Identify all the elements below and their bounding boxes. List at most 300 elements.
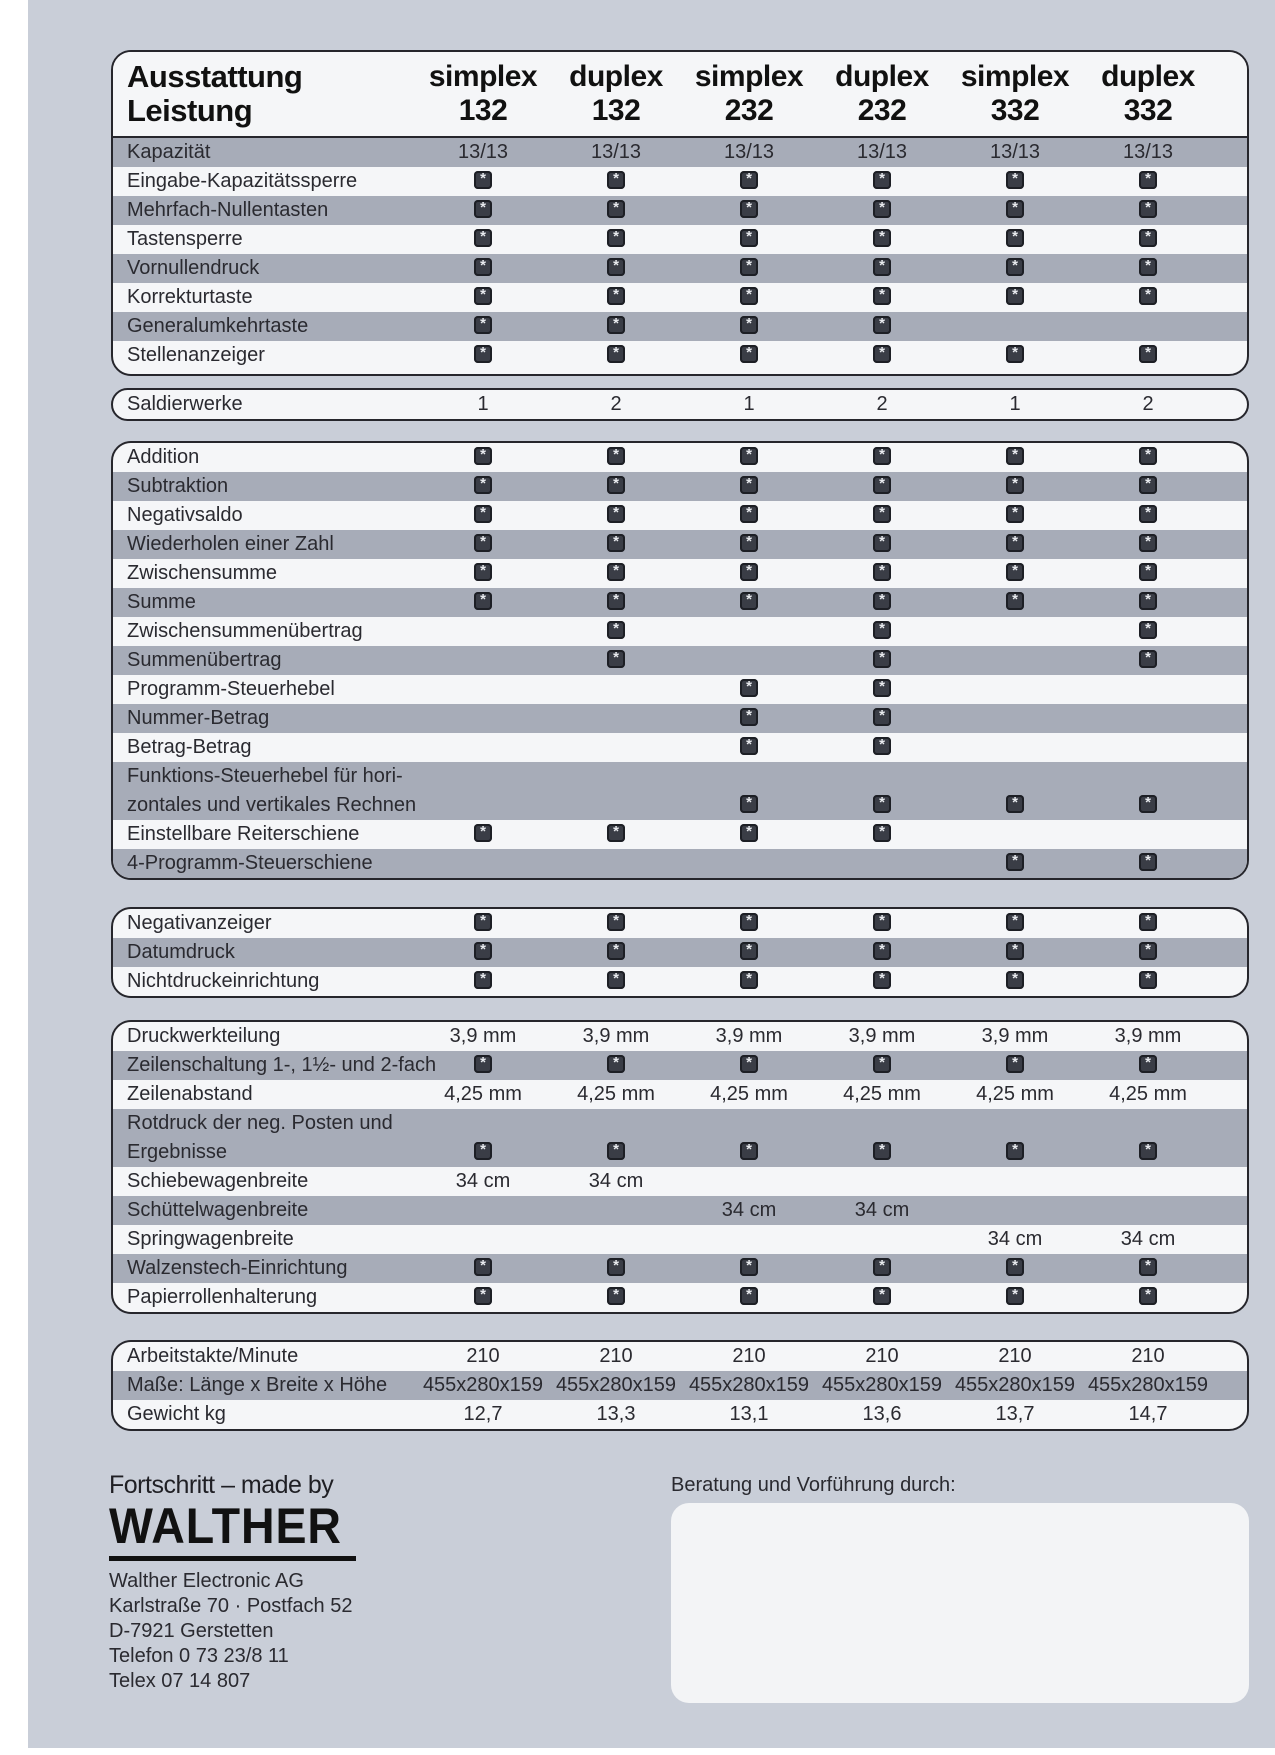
feature-cell — [816, 646, 948, 675]
table-row — [113, 283, 1247, 312]
feature-cell — [949, 849, 1081, 878]
check-box-icon — [873, 447, 891, 465]
feature-cell — [550, 909, 682, 938]
check-box-icon — [1006, 853, 1024, 871]
feature-cell — [683, 1254, 815, 1283]
check-box-icon — [740, 1287, 758, 1305]
check-box-icon — [873, 505, 891, 523]
empty-cell — [683, 646, 815, 675]
empty-cell — [417, 617, 549, 646]
check-box-icon — [474, 1055, 492, 1073]
company-address — [109, 1569, 359, 1694]
feature-cell — [417, 443, 549, 472]
feature-cell — [417, 938, 549, 967]
table-row — [113, 646, 1247, 675]
empty-cell — [550, 1196, 682, 1225]
feature-cell — [683, 938, 815, 967]
check-box-icon — [607, 1142, 625, 1160]
check-box-icon — [607, 592, 625, 610]
check-box-icon — [607, 1287, 625, 1305]
check-box-icon — [873, 737, 891, 755]
check-box-icon — [474, 913, 492, 931]
table-row — [113, 254, 1247, 283]
feature-cell — [550, 501, 682, 530]
empty-cell — [417, 704, 549, 733]
feature-cell — [550, 617, 682, 646]
table-row — [113, 1196, 1247, 1225]
check-box-icon — [1139, 592, 1157, 610]
check-box-icon — [1139, 287, 1157, 305]
table-row — [113, 1109, 1247, 1167]
value-cell: 13,1 — [729, 1403, 769, 1425]
model-number: 132 — [591, 94, 641, 127]
empty-cell — [949, 312, 1081, 341]
empty-cell — [1082, 820, 1214, 849]
row-label: Schüttelwagenbreite — [127, 1199, 309, 1221]
check-box-icon — [1006, 913, 1024, 931]
feature-cell — [816, 1254, 948, 1283]
feature-cell — [683, 254, 815, 283]
row-label: Springwagenbreite — [127, 1228, 294, 1250]
feature-cell — [949, 791, 1081, 820]
empty-cell — [683, 617, 815, 646]
check-box-icon — [474, 345, 492, 363]
feature-cell — [683, 1051, 815, 1080]
value-cell: 4,25 mm — [843, 1083, 921, 1105]
logo-underline — [109, 1556, 356, 1561]
walther-logo: WALTHER — [109, 1498, 342, 1554]
address-line: Telefon 0 73 23/8 11 — [109, 1645, 289, 1667]
feature-cell — [683, 820, 815, 849]
value-cell: 455x280x159 — [688, 1374, 810, 1396]
value-cell: 210 — [1131, 1345, 1165, 1367]
check-box-icon — [607, 650, 625, 668]
row-label: Schiebewagenbreite — [127, 1170, 309, 1192]
tagline: Fortschritt – made by — [109, 1471, 334, 1499]
row-label: Generalumkehrtaste — [127, 315, 309, 337]
value-cell: 4,25 mm — [577, 1083, 655, 1105]
empty-cell — [550, 1225, 682, 1254]
feature-cell — [949, 501, 1081, 530]
feature-cell — [816, 617, 948, 646]
feature-cell — [949, 530, 1081, 559]
value-cell: 3,9 mm — [715, 1025, 783, 1047]
address-line: Telex 07 14 807 — [109, 1670, 251, 1692]
row-label: Summenübertrag — [127, 649, 282, 671]
check-box-icon — [1139, 229, 1157, 247]
value-cell: 3,9 mm — [981, 1025, 1049, 1047]
feature-cell — [683, 1138, 815, 1167]
check-box-icon — [873, 287, 891, 305]
check-box-icon — [607, 200, 625, 218]
check-box-icon — [1139, 1258, 1157, 1276]
check-box-icon — [474, 316, 492, 334]
check-box-icon — [474, 229, 492, 247]
value-cell: 14,7 — [1128, 1403, 1168, 1425]
feature-cell — [417, 341, 549, 370]
check-box-icon — [740, 287, 758, 305]
check-box-icon — [1139, 853, 1157, 871]
row-label-line: zontales und vertikales Rechnen — [127, 794, 417, 816]
feature-cell — [816, 791, 948, 820]
check-box-icon — [607, 287, 625, 305]
check-box-icon — [1139, 258, 1157, 276]
value-cell: 4,25 mm — [444, 1083, 522, 1105]
check-box-icon — [873, 200, 891, 218]
check-box-icon — [873, 476, 891, 494]
empty-cell — [949, 1167, 1081, 1196]
feature-cell — [816, 530, 948, 559]
model-name: duplex — [1101, 60, 1195, 93]
check-box-icon — [740, 447, 758, 465]
model-header — [550, 60, 682, 128]
value-cell: 210 — [599, 1345, 633, 1367]
header-label-line: Ausstattung — [127, 59, 303, 94]
check-box-icon — [607, 1055, 625, 1073]
value-cell: 13/13 — [1122, 141, 1174, 163]
feature-cell — [816, 1283, 948, 1312]
feature-cell — [949, 909, 1081, 938]
model-header — [816, 60, 948, 128]
check-box-icon — [740, 563, 758, 581]
table-row — [113, 1342, 1247, 1371]
check-box-icon — [607, 942, 625, 960]
address-line: Karlstraße 70 · Postfach 52 — [109, 1595, 353, 1617]
check-box-icon — [740, 476, 758, 494]
feature-cell — [816, 196, 948, 225]
address-line: D-7921 Gerstetten — [109, 1620, 274, 1642]
table-row — [113, 1225, 1247, 1254]
feature-cell — [417, 196, 549, 225]
table-row — [113, 530, 1247, 559]
check-box-icon — [740, 679, 758, 697]
value-cell: 1 — [743, 393, 755, 415]
check-box-icon — [873, 229, 891, 247]
header-label-line: Leistung — [127, 93, 253, 128]
feature-cell — [1082, 646, 1214, 675]
feature-cell — [683, 472, 815, 501]
row-label-line: Rotdruck der neg. Posten und — [127, 1112, 393, 1134]
check-box-icon — [1139, 1142, 1157, 1160]
value-cell: 2 — [876, 393, 888, 415]
table-row — [113, 196, 1247, 225]
feature-cell — [417, 820, 549, 849]
table-row — [113, 762, 1247, 820]
check-box-icon — [873, 1142, 891, 1160]
check-box-icon — [873, 592, 891, 610]
model-number: 232 — [857, 94, 907, 127]
feature-cell — [949, 1051, 1081, 1080]
check-box-icon — [873, 621, 891, 639]
check-box-icon — [740, 258, 758, 276]
row-label: Programm-Steuerhebel — [127, 678, 335, 700]
model-number: 232 — [724, 94, 774, 127]
feature-cell — [949, 167, 1081, 196]
row-label: Druckwerkteilung — [127, 1025, 281, 1047]
feature-cell — [683, 559, 815, 588]
check-box-icon — [1139, 505, 1157, 523]
table-row — [113, 938, 1247, 967]
empty-cell — [1082, 312, 1214, 341]
feature-cell — [417, 254, 549, 283]
value-cell: 1 — [1009, 393, 1021, 415]
check-box-icon — [1006, 171, 1024, 189]
feature-cell — [417, 1138, 549, 1167]
table-row — [113, 588, 1247, 617]
row-label: Walzenstech-Einrichtung — [127, 1257, 348, 1279]
feature-cell — [683, 909, 815, 938]
value-cell: 2 — [610, 393, 622, 415]
check-box-icon — [1006, 345, 1024, 363]
check-box-icon — [740, 534, 758, 552]
feature-cell — [417, 1283, 549, 1312]
feature-cell — [550, 646, 682, 675]
feature-cell — [816, 341, 948, 370]
check-box-icon — [740, 942, 758, 960]
feature-cell — [949, 225, 1081, 254]
table-row — [113, 617, 1247, 646]
row-label: Arbeitstakte/Minute — [127, 1345, 299, 1367]
value-cell: 13,6 — [862, 1403, 902, 1425]
check-box-icon — [607, 971, 625, 989]
feature-cell — [816, 312, 948, 341]
header-table-section — [111, 50, 1249, 376]
feature-cell — [816, 501, 948, 530]
feature-cell — [949, 196, 1081, 225]
value-cell: 12,7 — [463, 1403, 503, 1425]
table-row — [113, 167, 1247, 196]
value-cell: 4,25 mm — [1109, 1083, 1187, 1105]
empty-cell — [816, 1225, 948, 1254]
table-row — [113, 733, 1247, 762]
row-label: Tastensperre — [127, 228, 243, 250]
feature-cell — [1082, 1138, 1214, 1167]
feature-cell — [550, 1283, 682, 1312]
address-line: Walther Electronic AG — [109, 1570, 304, 1592]
check-box-icon — [607, 505, 625, 523]
feature-cell — [550, 938, 682, 967]
value-cell: 3,9 mm — [1114, 1025, 1182, 1047]
check-box-icon — [873, 913, 891, 931]
check-box-icon — [740, 200, 758, 218]
empty-cell — [417, 1225, 549, 1254]
check-box-icon — [740, 824, 758, 842]
check-box-icon — [740, 229, 758, 247]
check-box-icon — [873, 258, 891, 276]
table-section — [111, 1340, 1249, 1431]
value-cell: 13/13 — [457, 141, 509, 163]
table-header — [113, 52, 1247, 138]
feature-cell — [816, 938, 948, 967]
check-box-icon — [474, 200, 492, 218]
row-label: Negativsaldo — [127, 504, 243, 526]
value-cell: 210 — [865, 1345, 899, 1367]
feature-cell — [816, 675, 948, 704]
feature-cell — [550, 588, 682, 617]
feature-cell — [417, 312, 549, 341]
feature-cell — [550, 559, 682, 588]
empty-cell — [949, 820, 1081, 849]
row-label: Gewicht kg — [127, 1403, 226, 1425]
check-box-icon — [1139, 476, 1157, 494]
table-row — [113, 1022, 1247, 1051]
table-row — [113, 1371, 1247, 1400]
row-label: Summe — [127, 591, 196, 613]
check-box-icon — [1006, 942, 1024, 960]
check-box-icon — [873, 534, 891, 552]
feature-cell — [949, 1283, 1081, 1312]
model-header — [949, 60, 1081, 128]
row-label: Kapazität — [127, 141, 211, 163]
consult-label: Beratung und Vorführung durch: — [671, 1474, 956, 1496]
feature-cell — [417, 967, 549, 996]
value-cell: 455x280x159 — [422, 1374, 544, 1396]
check-box-icon — [1139, 534, 1157, 552]
row-label: Wiederholen einer Zahl — [127, 533, 334, 555]
feature-cell — [550, 530, 682, 559]
check-box-icon — [474, 1258, 492, 1276]
empty-cell — [417, 733, 549, 762]
feature-cell — [1082, 791, 1214, 820]
row-label: Zeilenschaltung 1-, 1½- und 2-fach — [127, 1054, 437, 1076]
feature-cell — [816, 472, 948, 501]
header-label — [127, 60, 302, 128]
check-box-icon — [873, 795, 891, 813]
check-box-icon — [607, 476, 625, 494]
feature-cell — [949, 967, 1081, 996]
row-label: Stellenanzeiger — [127, 344, 265, 366]
table-row — [113, 909, 1247, 938]
check-box-icon — [873, 971, 891, 989]
check-box-icon — [873, 942, 891, 960]
check-box-icon — [873, 708, 891, 726]
check-box-icon — [873, 824, 891, 842]
table-section — [111, 1020, 1249, 1314]
feature-cell — [683, 341, 815, 370]
table-row — [113, 472, 1247, 501]
check-box-icon — [1139, 913, 1157, 931]
row-label: Mehrfach-Nullentasten — [127, 199, 329, 221]
check-box-icon — [740, 708, 758, 726]
row-label-line: Funktions-Steuerhebel für hori- — [127, 765, 403, 787]
table-row — [113, 312, 1247, 341]
table-row — [113, 1254, 1247, 1283]
feature-cell — [816, 283, 948, 312]
feature-cell — [949, 283, 1081, 312]
feature-cell — [417, 909, 549, 938]
feature-cell — [949, 254, 1081, 283]
feature-cell — [816, 1138, 948, 1167]
empty-cell — [949, 617, 1081, 646]
feature-cell — [417, 225, 549, 254]
value-cell: 13,7 — [995, 1403, 1035, 1425]
table-row — [113, 967, 1247, 996]
row-label: Datumdruck — [127, 941, 235, 963]
check-box-icon — [607, 621, 625, 639]
table-row — [113, 704, 1247, 733]
check-box-icon — [474, 563, 492, 581]
table-row — [113, 849, 1247, 878]
check-box-icon — [1006, 563, 1024, 581]
feature-cell — [683, 196, 815, 225]
check-box-icon — [607, 534, 625, 552]
value-cell: 13/13 — [989, 141, 1041, 163]
empty-cell — [550, 849, 682, 878]
feature-cell — [949, 1138, 1081, 1167]
row-label: Nummer-Betrag — [127, 707, 270, 729]
model-name: simplex — [960, 60, 1070, 93]
value-cell: 3,9 mm — [449, 1025, 517, 1047]
check-box-icon — [1006, 505, 1024, 523]
table-row — [113, 501, 1247, 530]
feature-cell — [683, 967, 815, 996]
feature-cell — [417, 530, 549, 559]
row-label: Zwischensumme — [127, 562, 278, 584]
brochure-page — [28, 0, 1275, 1748]
check-box-icon — [474, 447, 492, 465]
table-row — [113, 138, 1247, 167]
feature-cell — [683, 791, 815, 820]
feature-cell — [550, 967, 682, 996]
feature-cell — [417, 588, 549, 617]
value-cell: 34 cm — [854, 1199, 910, 1221]
check-box-icon — [1139, 650, 1157, 668]
check-box-icon — [1006, 592, 1024, 610]
feature-cell — [1082, 501, 1214, 530]
table-row — [113, 1400, 1247, 1429]
check-box-icon — [1139, 942, 1157, 960]
value-cell: 2 — [1142, 393, 1154, 415]
value-cell: 210 — [466, 1345, 500, 1367]
feature-cell — [1082, 283, 1214, 312]
feature-cell — [1082, 1051, 1214, 1080]
feature-cell — [683, 675, 815, 704]
table-row — [113, 1080, 1247, 1109]
check-box-icon — [740, 737, 758, 755]
feature-cell — [949, 559, 1081, 588]
table-row — [113, 1283, 1247, 1312]
check-box-icon — [740, 1055, 758, 1073]
table-row — [113, 1167, 1247, 1196]
feature-cell — [1082, 341, 1214, 370]
table-row — [113, 443, 1247, 472]
check-box-icon — [474, 258, 492, 276]
table-section — [111, 441, 1249, 880]
table-row — [113, 1051, 1247, 1080]
feature-cell — [683, 283, 815, 312]
value-cell: 34 cm — [455, 1170, 511, 1192]
feature-cell — [949, 443, 1081, 472]
empty-cell — [550, 733, 682, 762]
check-box-icon — [740, 1258, 758, 1276]
feature-cell — [949, 1254, 1081, 1283]
check-box-icon — [1006, 971, 1024, 989]
feature-cell — [683, 312, 815, 341]
value-cell: 13/13 — [856, 141, 908, 163]
feature-cell — [550, 196, 682, 225]
row-label: Betrag-Betrag — [127, 736, 252, 758]
row-label-line: Ergebnisse — [127, 1141, 228, 1163]
feature-cell — [816, 967, 948, 996]
empty-cell — [1082, 1167, 1214, 1196]
value-cell: 455x280x159 — [821, 1374, 943, 1396]
model-header — [683, 60, 815, 128]
model-number: 132 — [458, 94, 508, 127]
check-box-icon — [1139, 1287, 1157, 1305]
row-label: Zeilenabstand — [127, 1083, 253, 1105]
empty-cell — [550, 704, 682, 733]
check-box-icon — [607, 824, 625, 842]
